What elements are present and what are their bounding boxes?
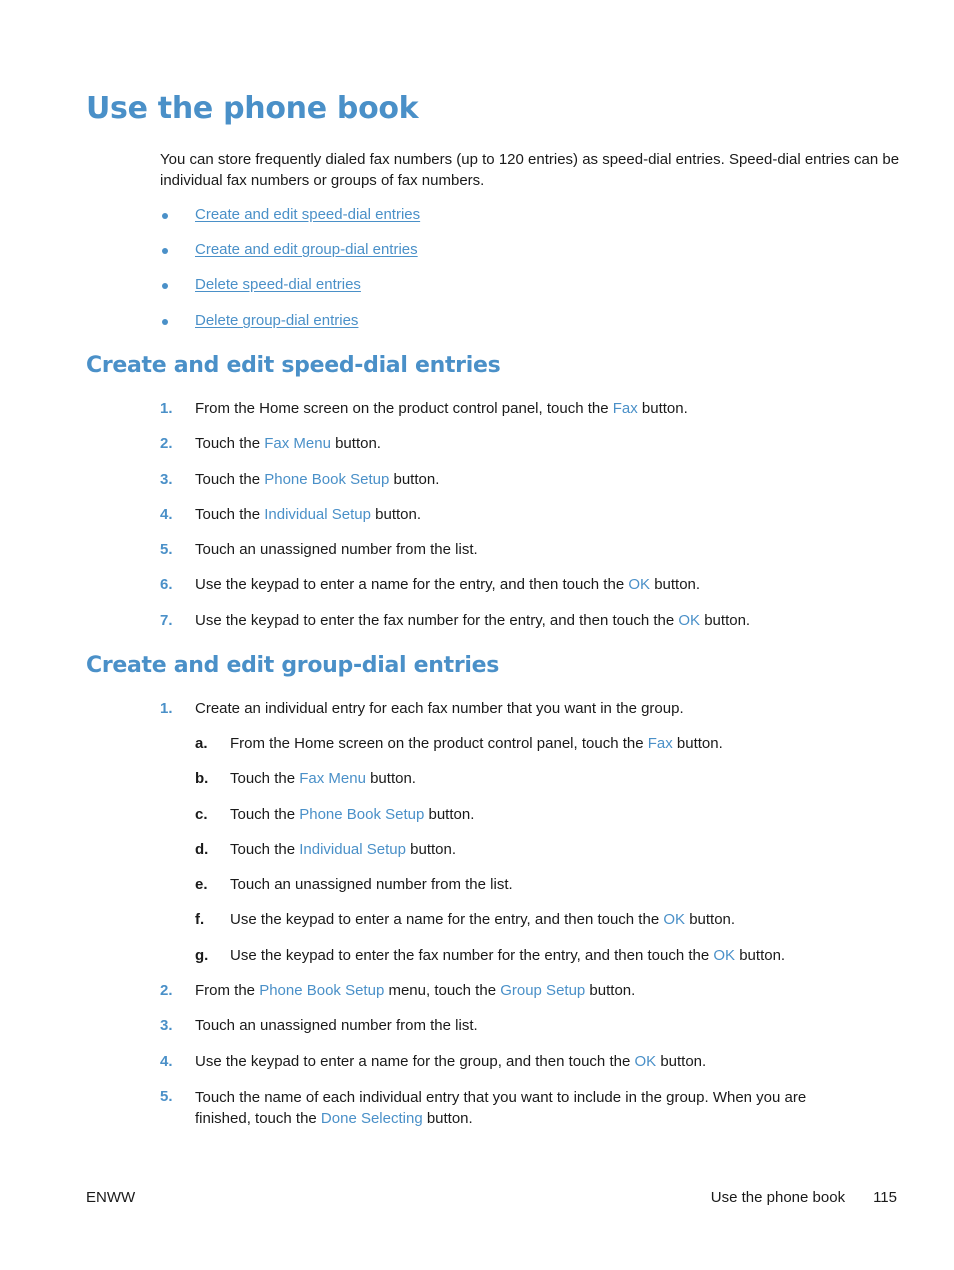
substep-letter: a. [195,735,208,752]
ui-term: Fax Menu [264,435,331,452]
ui-term: Group Setup [500,982,586,999]
ui-term: Phone Book Setup [264,471,390,488]
step-text: Use the keypad to enter a name for the entry, and then touch the [195,576,629,593]
step-text: button. [637,400,688,417]
step-text: Use the keypad to enter a name for the group, and then touch the [195,1053,635,1070]
step-text: button. [389,471,440,488]
bullet-icon [162,248,168,254]
step-number: 4. [160,506,173,523]
ui-term: OK [663,911,686,928]
ui-term: OK [713,947,736,964]
step-text: button. [424,806,475,823]
ui-term: OK [628,576,651,593]
step-text: Use the keypad to enter the fax number for the entry, and then touch the [195,612,679,629]
link-create-group-dial[interactable]: Create and edit group-dial entries [195,241,418,258]
step-number: 3. [160,471,173,488]
step-number: 7. [160,612,173,629]
step-text: Touch the [195,506,265,523]
ui-term: OK [678,612,701,629]
step-text: button. [330,435,381,452]
step-text: Touch the [195,435,265,452]
page-title: Use the phone book [86,91,419,126]
footer-right [711,1189,897,1206]
step-text: Touch the [230,841,300,858]
ui-term: Fax Menu [299,770,366,787]
step-number: 4. [160,1053,173,1070]
substep-letter: f. [195,911,205,928]
step-text: button. [370,506,422,523]
section-heading-group-dial: Create and edit group-dial entries [86,653,500,678]
step-text: button. [656,1053,707,1070]
ui-term: OK [634,1053,657,1070]
step-text: button. [735,947,786,964]
step-text: button. [700,612,751,629]
step-text: Create an individual entry for each fax number that you want in the group. [195,700,684,717]
step-number: 3. [160,1017,173,1034]
step-text: From the Home screen on the product control panel, touch the [230,735,648,752]
link-delete-group-dial[interactable]: Delete group-dial entries [195,312,359,329]
step-text: Touch the [230,806,300,823]
step-text: From the Home screen on the product control panel, touch the [195,400,613,417]
bullet-icon [162,283,168,289]
step-text: menu, touch the [384,982,501,999]
step-text: Touch an unassigned number from the list. [195,1017,478,1034]
ui-term: Done Selecting [320,1110,423,1127]
link-delete-speed-dial[interactable]: Delete speed-dial entries [195,276,361,293]
step-text: Touch the [230,770,300,787]
substep-letter: d. [195,841,209,858]
section-heading-speed-dial: Create and edit speed-dial entries [86,353,501,378]
step-text: Touch an unassigned number from the list. [230,876,513,893]
step-number: 2. [160,982,173,999]
page-number: 115 [873,1189,897,1206]
step-text: From the [195,982,260,999]
step-text: button. [672,735,723,752]
bullet-icon [162,213,168,219]
step-number: 6. [160,576,173,593]
ui-term: Individual Setup [299,841,406,858]
step-text: Touch the name of each individual entry that you want to include in the group. When you are finished, touch the [195,1089,807,1127]
step-number: 2. [160,435,173,452]
step-number: 1. [160,400,173,417]
step-number: 1. [160,700,173,717]
substep-letter: b. [195,770,209,787]
link-create-speed-dial[interactable]: Create and edit speed-dial entries [195,206,421,223]
step-text: button. [585,982,636,999]
step-text: button. [685,911,736,928]
step-text: button. [365,770,416,787]
step-number: 5. [160,1088,173,1105]
substep-letter: c. [195,806,208,823]
footer-left-label: ENWW [86,1189,136,1206]
substep-letter: g. [195,947,209,964]
step-number: 5. [160,541,173,558]
step-text: button. [650,576,701,593]
step-text: Use the keypad to enter a name for the entry, and then touch the [230,911,664,928]
ui-term: Phone Book Setup [259,982,385,999]
substep-letter: e. [195,876,208,893]
intro-paragraph: You can store frequently dialed fax numbers (up to 120 entries) as speed-dial entries. Speed-dial entries can be individual fax numbers or groups of fax numbers. [160,151,900,189]
bullet-icon [162,319,168,325]
ui-term: Phone Book Setup [299,806,425,823]
ui-term: Individual Setup [264,506,371,523]
step-text: Touch the [195,471,265,488]
step-text: button. [422,1110,473,1127]
footer-section-title: Use the phone book [710,1189,846,1206]
ui-term: Fax [612,400,638,417]
step-text: button. [405,841,457,858]
ui-term: Fax [647,735,673,752]
step-text: Use the keypad to enter the fax number for the entry, and then touch the [230,947,714,964]
step-text: Touch an unassigned number from the list. [195,541,478,558]
